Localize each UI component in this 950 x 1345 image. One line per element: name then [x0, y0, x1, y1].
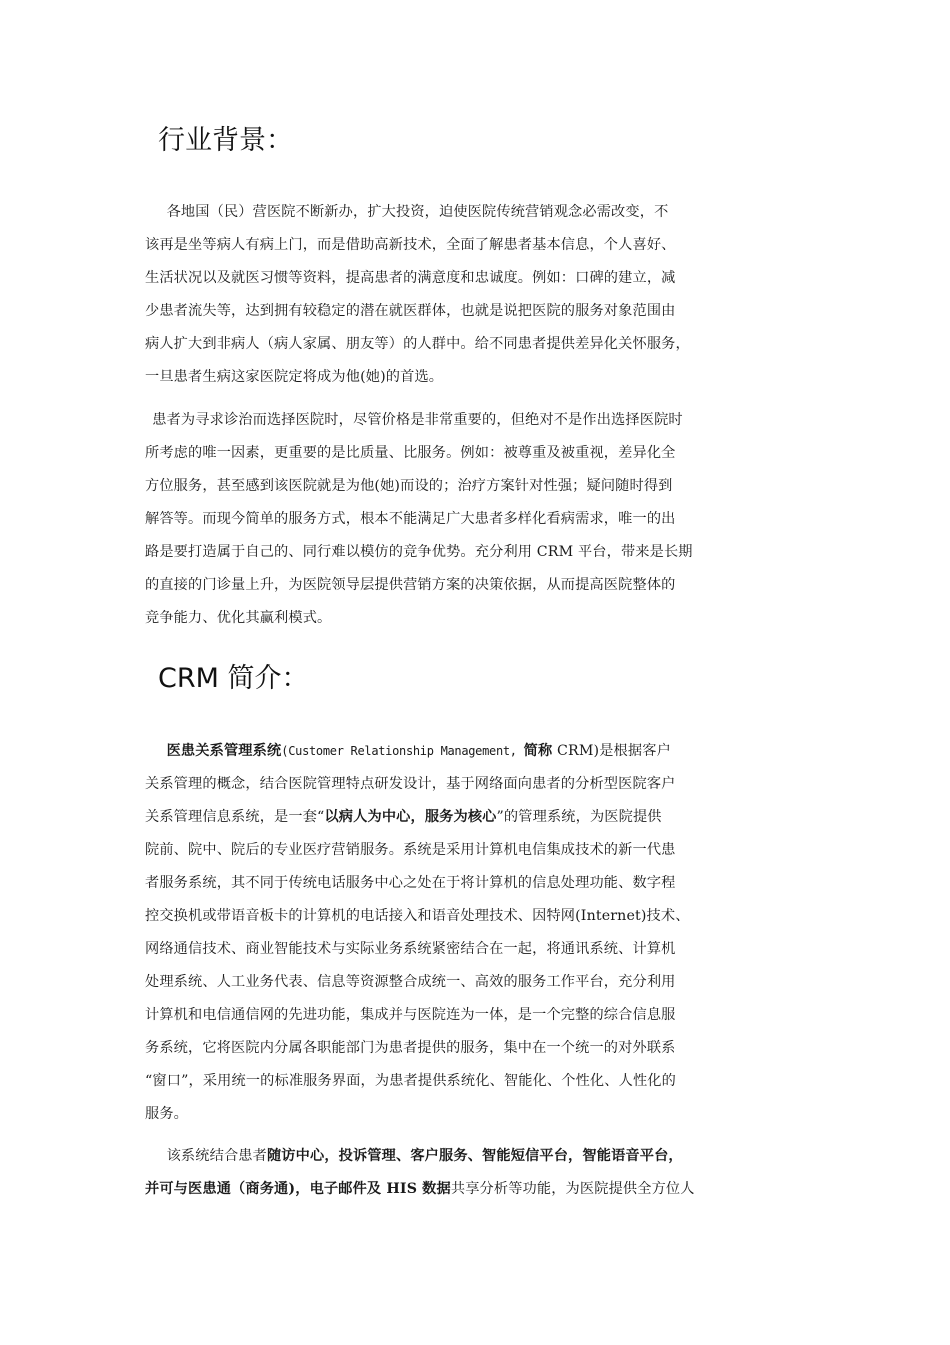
text-line: 竞争能力、优化其赢利模式。: [145, 610, 332, 626]
text-line: 生活状况以及就医习惯等资料，提高患者的满意度和忠诚度。例如：口碑的建立，减: [145, 270, 676, 286]
text-line: 务系统，它将医院内分属各职能部门为患者提供的服务，集中在一个统一的对外联系: [145, 1040, 676, 1056]
text-line: [145, 196, 735, 229]
text-line: [145, 801, 735, 834]
text-line: 关系管理的概念，结合医院管理特点研发设计，基于网络面向患者的分析型医院客户: [145, 776, 676, 792]
paragraph-crm-2: [145, 1140, 735, 1206]
text-run: 关系管理信息系统，是一套“: [145, 809, 325, 825]
text-run-bold: 医患关系管理系统: [166, 743, 282, 759]
text-line: 控交换机或带语音板卡的计算机的电话接入和语音处理技术、因特网(Internet)技术、: [145, 908, 690, 924]
text-line: [145, 404, 735, 437]
text-line: [145, 1173, 735, 1206]
text-line: “窗口”，采用统一的标准服务界面，为患者提供系统化、智能化、个性化、人性化的: [145, 1073, 676, 1089]
text-run-bold: 以病人为中心，服务为核心: [324, 809, 497, 825]
text-line: 一旦患者生病这家医院定将成为他(她)的首选。: [145, 369, 444, 385]
section-title-background: 行业背景：: [158, 125, 293, 156]
text-run-mono: (Customer Relationship Management,: [281, 744, 524, 758]
text-line: 者服务系统，其不同于传统电话服务中心之处在于将计算机的信息处理功能、数字程: [145, 875, 676, 891]
paragraph-crm-1: [145, 735, 735, 1131]
text-line: 病人扩大到非病人（病人家属、朋友等）的人群中。给不同患者提供差异化关怀服务，: [145, 336, 690, 352]
text-run: 患者为寻求诊治而选择医院时，尽管价格是非常重要的，但绝对不是作出选择医院时: [152, 412, 683, 428]
text-line: [145, 735, 735, 768]
text-run: 共享分析等功能，为医院提供全方位人: [450, 1181, 695, 1197]
text-line: 院前、院中、院后的专业医疗营销服务。系统是采用计算机电信集成技术的新一代患: [145, 842, 676, 858]
text-run: 各地国（民）营医院不断新办，扩大投资，迫使医院传统营销观念必需改变，不: [166, 204, 669, 220]
text-run: ”的管理系统，为医院提供: [496, 809, 662, 825]
section-title-crm: CRM 简介：: [158, 663, 309, 694]
text-line: 计算机和电信通信网的先进功能，集成并与医院连为一体，是一个完整的综合信息服: [145, 1007, 676, 1023]
text-line: 解答等。而现今简单的服务方式，根本不能满足广大患者多样化看病需求，唯一的出: [145, 511, 676, 527]
text-line: 处理系统、人工业务代表、信息等资源整合成统一、高效的服务工作平台，充分利用: [145, 974, 676, 990]
paragraph-background-1: [145, 196, 735, 394]
text-line: 该再是坐等病人有病上门，而是借助高新技术，全面了解患者基本信息，个人喜好、: [145, 237, 676, 253]
text-line: 路是要打造属于自己的、同行难以模仿的竞争优势。充分利用 CRM 平台，带来是长期: [145, 544, 693, 560]
text-run: CRM)是根据客户: [552, 743, 671, 759]
paragraph-background-2: [145, 404, 735, 635]
text-run-bold: 简称: [523, 743, 553, 759]
text-line: 所考虑的唯一因素，更重要的是比质量、比服务。例如：被尊重及被重视，差异化全: [145, 445, 676, 461]
text-line: 网络通信技术、商业智能技术与实际业务系统紧密结合在一起，将通讯系统、计算机: [145, 941, 676, 957]
text-line: 服务。: [145, 1106, 189, 1122]
text-line: [145, 1140, 735, 1173]
text-line: 少患者流失等，达到拥有较稳定的潜在就医群体，也就是说把医院的服务对象范围由: [145, 303, 676, 319]
text-run: 该系统结合患者: [166, 1148, 267, 1164]
text-run-bold: 并可与医患通（商务通)，电子邮件及 HIS 数据: [145, 1181, 451, 1197]
text-run-bold: 随访中心，投诉管理、客户服务、智能短信平台，智能语音平台，: [266, 1148, 683, 1164]
text-line: 方位服务，甚至感到该医院就是为他(她)而设的；治疗方案针对性强；疑问随时得到: [145, 478, 673, 494]
text-line: 的直接的门诊量上升，为医院领导层提供营销方案的决策依据，从而提高医院整体的: [145, 577, 676, 593]
